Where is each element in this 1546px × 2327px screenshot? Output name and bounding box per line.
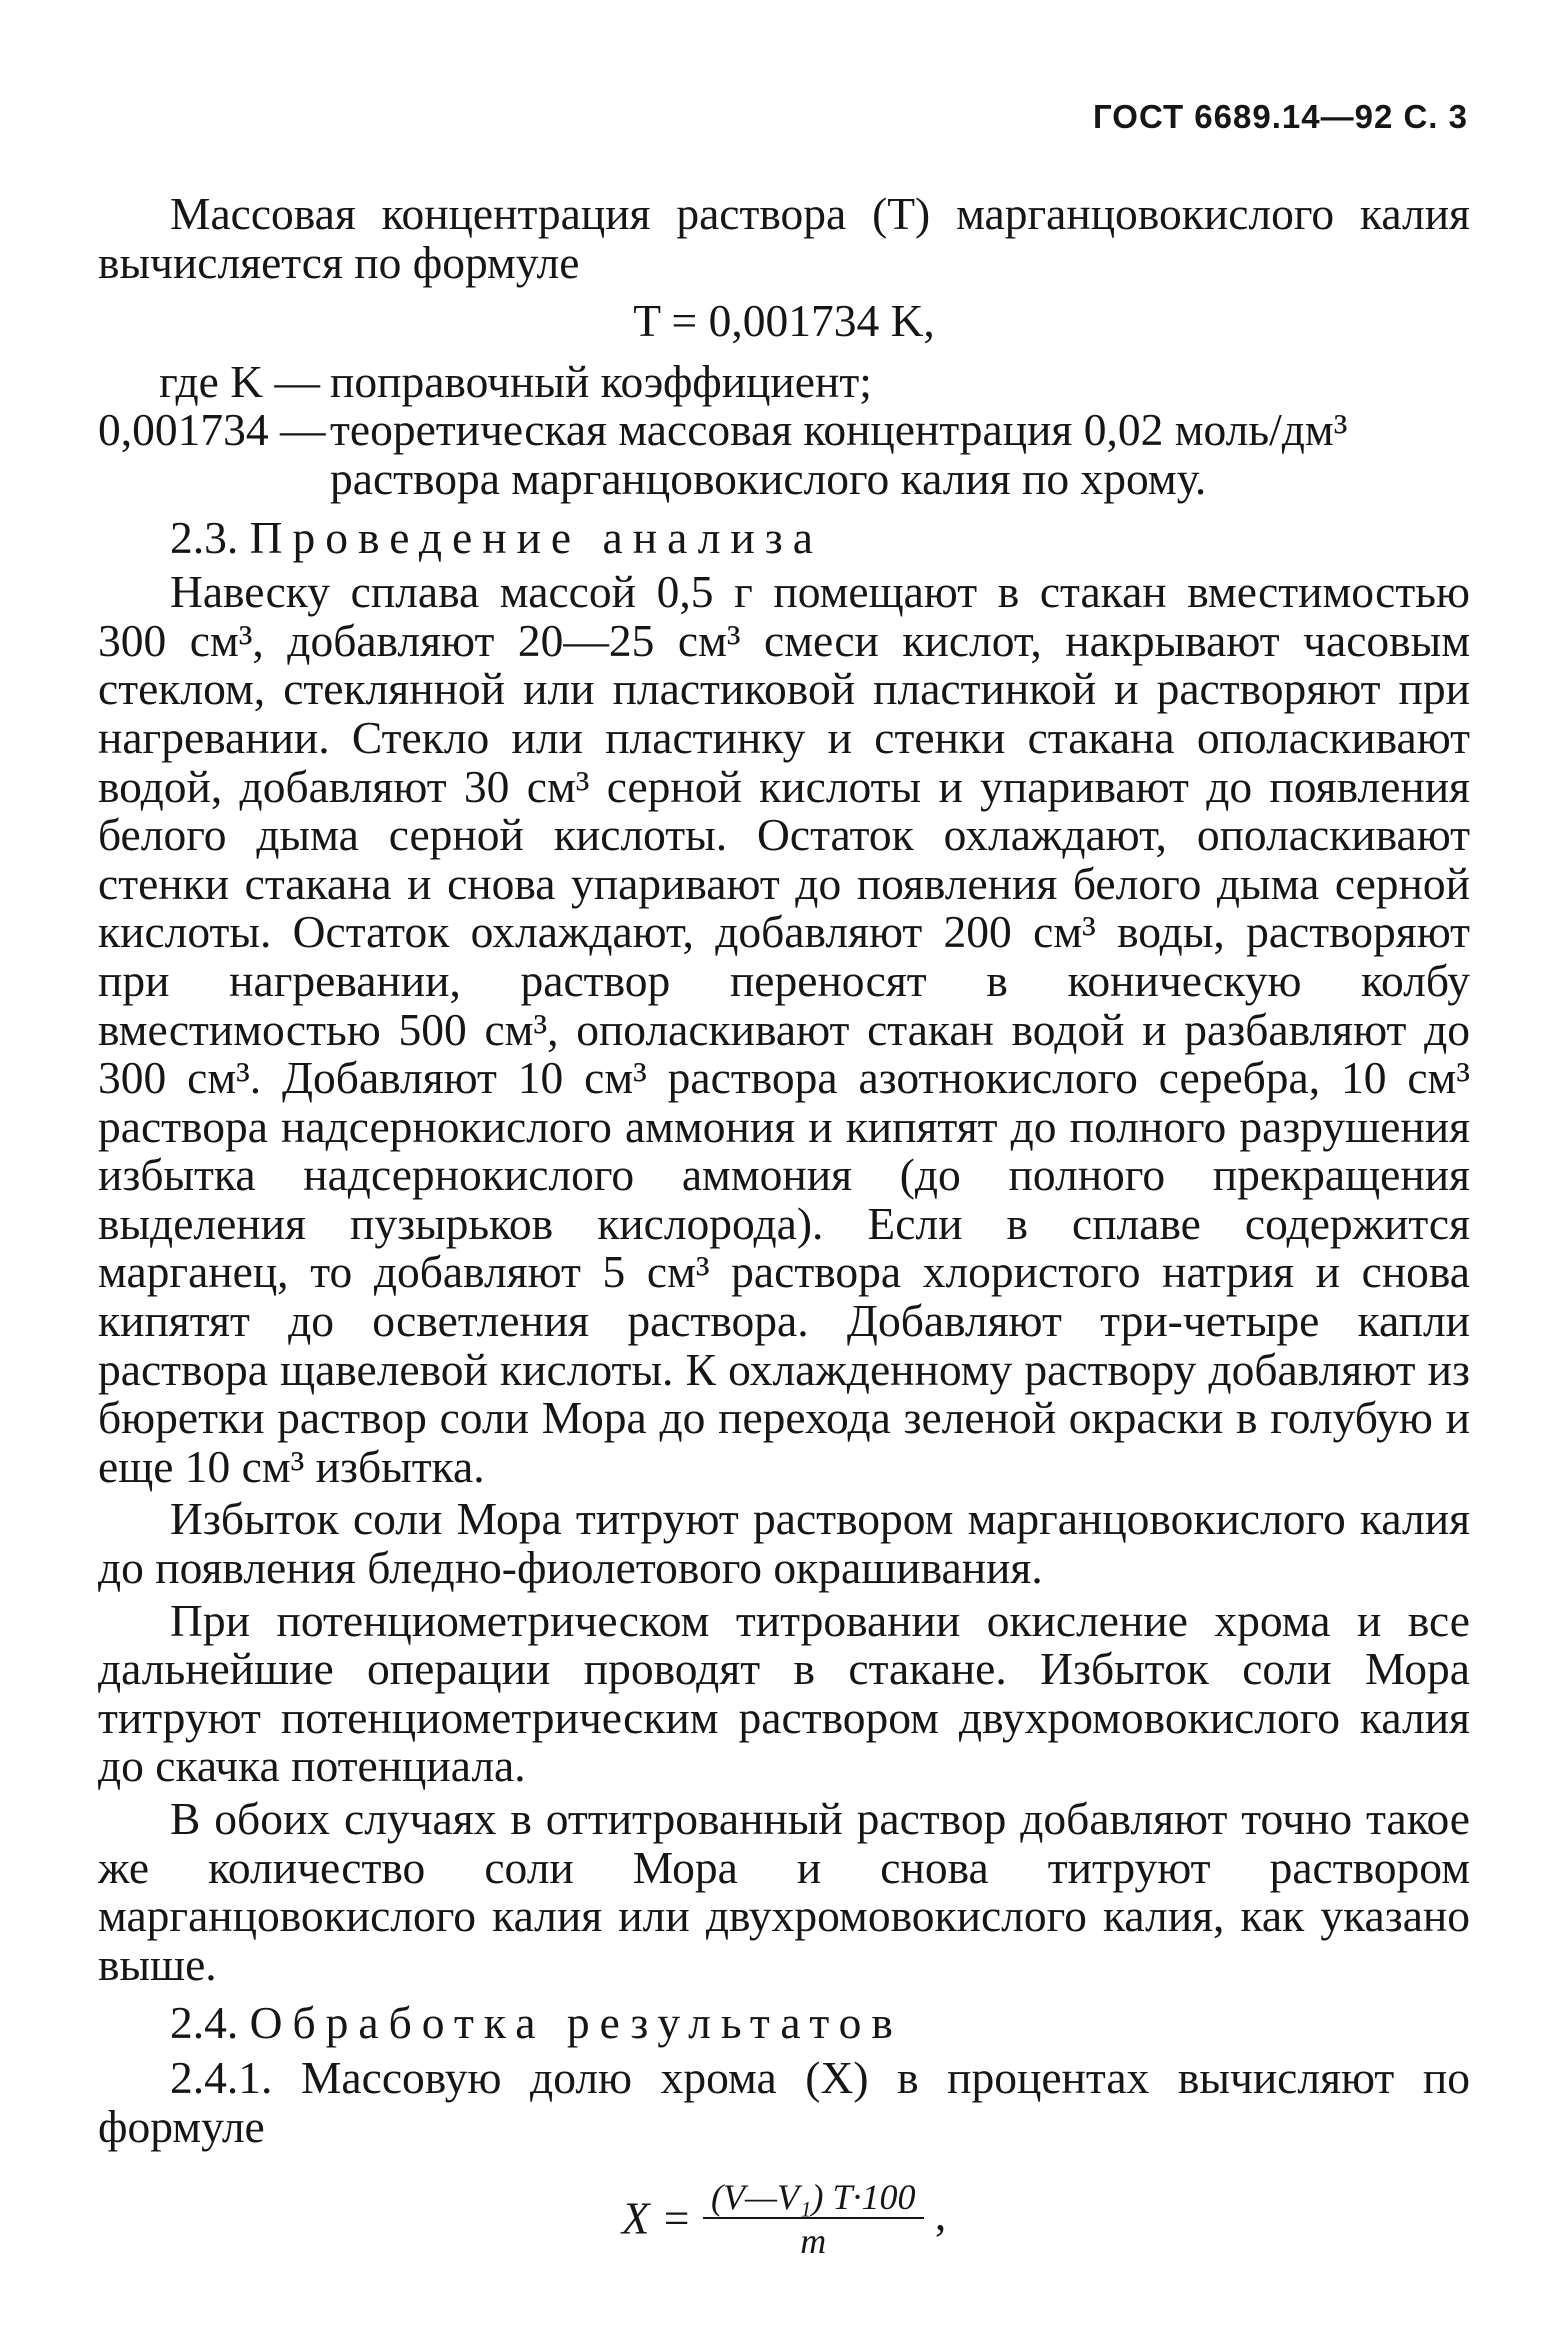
where-desc: поправочный коэффициент; [330, 355, 872, 407]
section-number: 2.4. [170, 1997, 239, 2049]
paragraph-concentration: Массовая концентрация раствора (T) марганцовокислого калия вычисляется по формуле [98, 188, 1470, 288]
section-heading-2-3 [98, 511, 1470, 563]
section-title: Проведение анализа [249, 511, 823, 563]
formula-t: T = 0,001734 K, [633, 295, 935, 347]
paragraph-mass-fraction: 2.4.1. Массовую долю хрома (X) в процентах вычисляют по формуле [98, 2051, 1470, 2152]
section-title: Обработка результатов [249, 1997, 903, 2049]
where-term: 0,001734 — [98, 404, 326, 456]
paragraph-procedure: Навеску сплава массой 0,5 г помещают в стакан вместимостью 300 см³, добавляют 20—25 см³ смеси кислот, накрывают часовым стеклом, стеклянной или пластиковой пластинкой и растворяют при нагревании. Стекло или пластинку и стенки стакана ополаскивают водой, добавляют 30 см³ серной кислоты и упаривают до появления белого дыма серной кислоты. Остаток охлаждают, ополаскивают стенки стакана и снова упаривают до появления белого дыма серной кислоты. Остаток охлаждают, добавляют 200 см³ воды, растворяют при нагревании, раствор переносят в коническую колбу вместимостью 500 см³, ополаскивают стакан водой и разбавляют до 300 см³. Добавляют 10 см³ раствора азотнокислого серебра, 10 см³ раствора надсернокислого аммония и кипятят до полного разрушения избытка надсернокислого аммония (до полного прекращения выделения пузырьков кислорода). Если в сплаве содержится марганец, то добавляют 5 см³ раствора хлористого натрия и снова кипятят до осветления раствора. Добавляют три-четыре капли раствора щавелевой кислоты. К охлажденному раствору добавляют из бюретки раствор соли Мора до перехода зеленой окраски в голубую и еще 10 см³ избытка. [98, 566, 1470, 1492]
formula-numerator: (V—V₁) T·100 [703, 2177, 924, 2219]
paragraph-titration: Избыток соли Мора титруют раствором марганцовокислого калия до появления бледно-фиолетового окрашивания. [98, 1493, 1470, 1594]
formula-lhs: X = [621, 2192, 692, 2244]
section-heading-2-4 [98, 1999, 1470, 2048]
formula-x [98, 2177, 1470, 2261]
where-term: где K — [159, 355, 320, 407]
paragraph-both-cases: В обоих случаях в оттитрованный раствор добавляют точно такое же количество соли Мора и снова титруют раствором марганцовокислого калия или двухромовокислого калия, как указано выше. [98, 1793, 1470, 1990]
where-list [98, 355, 1470, 504]
formula-denominator: m [800, 2221, 827, 2262]
section-number: 2.3. [170, 511, 239, 563]
paragraph-potentiometric: При потенциометрическом титровании окисление хрома и все дальнейшие операции проводят в стакане. Избыток соли Мора титруют потенциометрическим раствором двухромовокислого калия до скачка потенциала. [98, 1594, 1470, 1792]
where-desc: теоретическая массовая концентрация 0,02 моль/дм³ раствора марганцовокислого калия по хрому. [330, 404, 1348, 504]
document-body [98, 190, 1470, 2261]
page-header: ГОСТ 6689.14—92 С. 3 [1093, 98, 1468, 135]
formula-trail: , [934, 2188, 947, 2240]
formula-fraction [703, 2177, 924, 2261]
